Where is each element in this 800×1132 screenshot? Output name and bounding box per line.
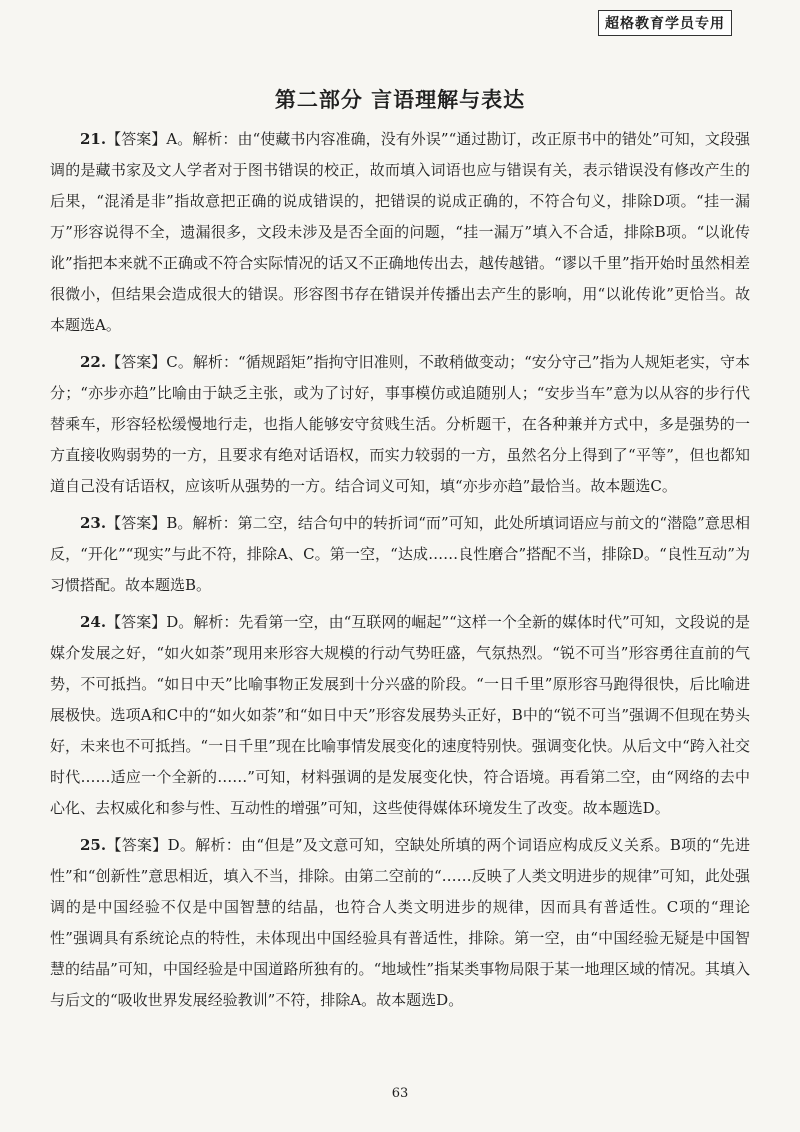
page-number: 63: [391, 1086, 409, 1101]
question-23: [50, 508, 750, 601]
question-number: 24.: [80, 613, 107, 631]
question-text: 【答案】B。解析：第二空，结合句中的转折词“而”可知，此处所填词语应与前文的“潜隐”意思相反，“开化”“现实”与此不符，排除A、C。第一空，“达成……良性磨合”搭配不当，排除D。“良性互动”为习惯搭配。故本题选B。: [50, 514, 750, 594]
question-number: 22.: [80, 353, 107, 371]
question-text: 【答案】D。解析：由“但是”及文意可知，空缺处所填的两个词语应构成反义关系。B项的“先进性”和“创新性”意思相近，填入不当，排除。由第二空前的“……反映了人类文明进步的规律”可知，此处强调的是中国经验不仅是中国智慧的结晶，也符合人类文明进步的规律，因而具有普适性。C项的“理论性”强调具有系统论点的特性，未体现出中国经验具有普适性，排除。第一空，由“中国经验无疑是中国智慧的结晶”可知，中国经验是中国道路所独有的。“地域性”指某类事物局限于某一地理区域的情况。其填入与后文的“吸收世界发展经验教训”不符，排除A。故本题选D。: [50, 836, 750, 1009]
usage-stamp: 超格教育学员专用: [598, 10, 732, 36]
question-text: 【答案】C。解析：“循规蹈矩”指拘守旧准则，不敢稍做变动；“安分守己”指为人规矩老实，守本分；“亦步亦趋”比喻由于缺乏主张，或为了讨好，事事模仿或追随别人；“安步当车”意为以从容的步行代替乘车，形容轻松缓慢地行走，也指人能够安守贫贱生活。分析题干，在各种兼并方式中，多是强势的一方直接收购弱势的一方，且要求有绝对话语权，而实力较弱的一方，虽然名分上得到了“平等”，但也都知道自己没有话语权，应该听从强势的一方。结合词义可知，填“亦步亦趋”最恰当。故本题选C。: [50, 353, 750, 495]
question-number: 21.: [80, 130, 107, 148]
question-24: [50, 607, 750, 824]
answer-explanations: [50, 124, 750, 1022]
question-number: 23.: [80, 514, 107, 532]
question-22: [50, 347, 750, 502]
question-21: [50, 124, 750, 341]
question-number: 25.: [80, 836, 107, 854]
question-25: [50, 830, 750, 1016]
question-text: 【答案】D。解析：先看第一空，由“互联网的崛起”“这样一个全新的媒体时代”可知，文段说的是媒介发展之好，“如火如荼”现用来形容大规模的行动气势旺盛，气氛热烈。“锐不可当”形容勇往直前的气势，不可抵挡。“如日中天”比喻事物正发展到十分兴盛的阶段。“一日千里”原形容马跑得很快，后比喻进展极快。选项A和C中的“如火如荼”和“如日中天”形容发展势头正好，B中的“锐不可当”强调不但现在势头好，未来也不可抵挡。“一日千里”现在比喻事情发展变化的速度特别快。强调变化快。从后文中“跨入社交时代……适应一个全新的……”可知，材料强调的是发展变化快，符合语境。再看第二空，由“网络的去中心化、去权威化和参与性、互动性的增强”可知，这些使得媒体环境发生了改变。故本题选D。: [50, 613, 750, 817]
section-title: 第二部分 言语理解与表达: [274, 88, 526, 112]
question-text: 【答案】A。解析：由“使藏书内容准确，没有外误”“通过勘订，改正原书中的错处”可知，文段强调的是藏书家及文人学者对于图书错误的校正，故而填入词语也应与错误有关，表示错误没有修改产生的后果，“混淆是非”指故意把正确的说成错误的，把错误的说成正确的，不符合句义，排除D项。“挂一漏万”形容说得不全，遗漏很多，文段未涉及是否全面的问题，“挂一漏万”填入不合适，排除B项。“以讹传讹”指把本来就不正确或不符合实际情况的话又不正确地传出去，越传越错。“谬以千里”指开始时虽然相差很微小，但结果会造成很大的错误。形容图书存在错误并传播出去产生的影响，用“以讹传讹”更恰当。故本题选A。: [50, 130, 750, 334]
